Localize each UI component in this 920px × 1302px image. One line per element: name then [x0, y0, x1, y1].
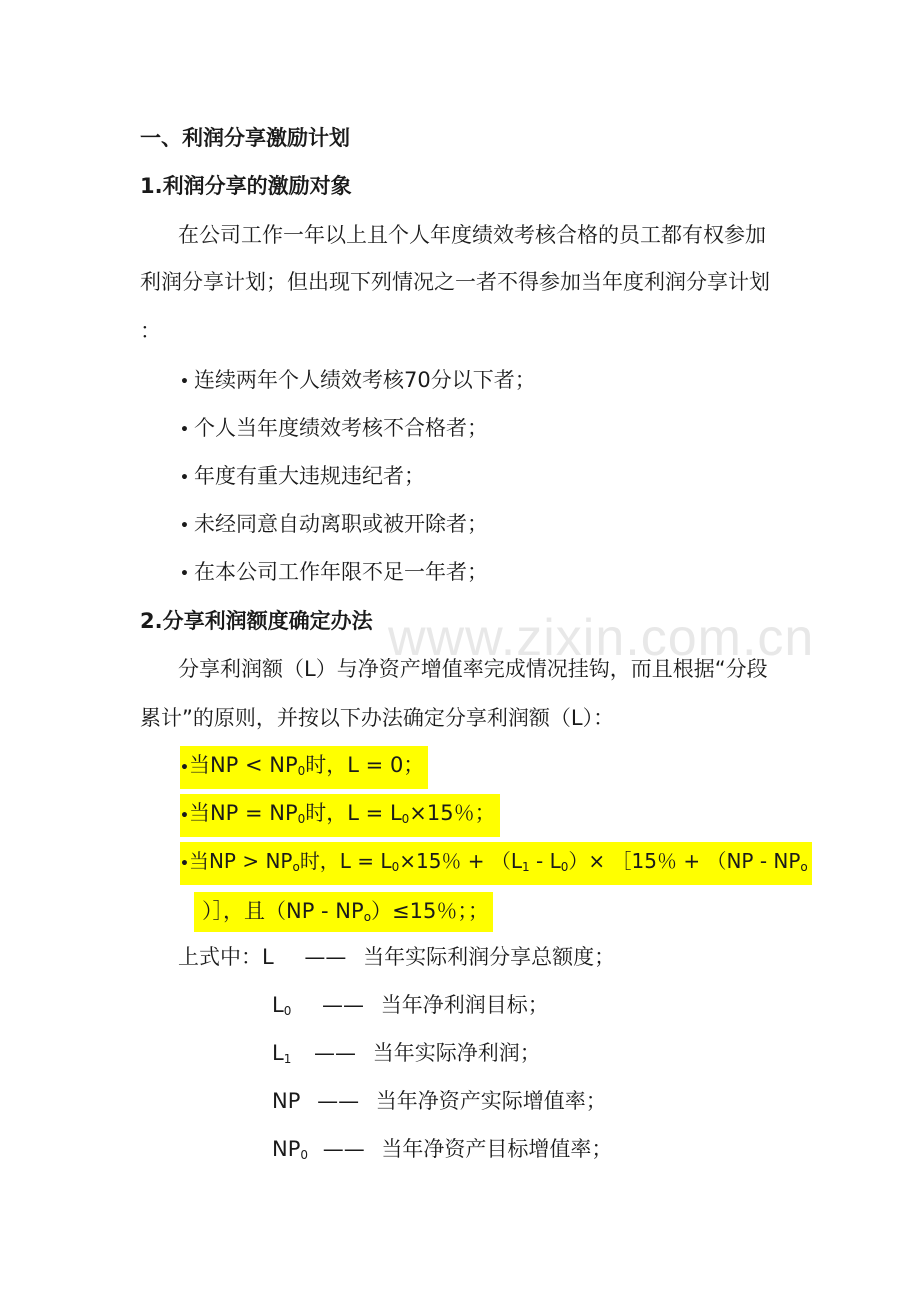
rule-3b-text-a: ）］，且（NP - NP: [202, 899, 364, 923]
definition-symbol: L: [272, 993, 284, 1017]
exclusion-item: 个人当年度绩效考核不合格者；: [194, 416, 488, 440]
rule-3-sub2: 0: [391, 860, 400, 874]
rule-1-text-b: 时，L = 0；: [305, 753, 425, 777]
definition-dash: ——: [317, 1089, 360, 1113]
subsection-2-title: 2.分享利润额度确定办法: [140, 609, 373, 633]
definition-desc: 当年实际净利润；: [372, 1041, 541, 1065]
rule-1: [180, 746, 428, 789]
paragraph-1-line-3: ：: [140, 319, 161, 343]
section-title: 一、利润分享激励计划: [140, 126, 350, 150]
definition-dash: ——: [314, 1041, 357, 1065]
rule-3-sub: o: [292, 860, 300, 874]
rule-3-text-d: - L: [529, 849, 561, 873]
rule-3-sub3: 1: [522, 860, 530, 874]
definition-intro: [178, 942, 615, 972]
definition-desc: 当年净利润目标；: [380, 993, 549, 1017]
definition-dash: ——: [322, 1137, 365, 1161]
rule-3-text-c: ×15％ + （L: [399, 849, 523, 873]
rule-3b-text-b: ）≤15％；；: [371, 899, 489, 923]
rule-2: [180, 794, 500, 837]
rule-1-text-a: 当NP < NP: [188, 753, 298, 777]
paragraph-1-line-2: 利润分享计划；但出现下列情况之一者不得参加当年度利润分享计划: [140, 270, 770, 294]
definition-item-np: [272, 1086, 607, 1116]
bullet-icon: •: [180, 518, 189, 534]
rule-2-sub: 0: [297, 812, 306, 826]
bullet-icon: •: [180, 566, 189, 582]
rule-2-text-a: 当NP = NP: [188, 801, 298, 825]
definition-desc: 当年净资产实际增值率；: [375, 1089, 607, 1113]
definition-item-l1: [272, 1038, 541, 1068]
rule-1-sub: 0: [297, 764, 306, 778]
exclusion-item: 年度有重大违规违纪者；: [194, 464, 425, 488]
definition-symbol-sub: 0: [300, 1148, 309, 1162]
subsection-1-title: 1.利润分享的激励对象: [140, 174, 352, 198]
rule-2-text-c: ×15％；: [409, 801, 496, 825]
rule-3-text-e: ）× ［15％ + （NP - NP: [568, 849, 801, 873]
definition-symbol: NP: [272, 1089, 301, 1113]
definition-intro-label: 上式中：L: [178, 945, 274, 969]
paragraph-1-line-1: 在公司工作一年以上且个人年度绩效考核合格的员工都有权参加: [178, 223, 766, 247]
exclusion-item: 在本公司工作年限不足一年者；: [194, 560, 488, 584]
rule-3-text-b: 时，L = L: [299, 849, 392, 873]
watermark: www.zixin.com.cn: [388, 609, 815, 667]
bullet-icon: •: [180, 856, 189, 872]
paragraph-2-line-2: 累计”的原则，并按以下办法确定分享利润额（L）：: [140, 706, 615, 730]
definition-dash: ——: [304, 945, 347, 969]
definition-symbol: L: [272, 1041, 284, 1065]
bullet-icon: •: [180, 760, 189, 776]
rule-2-sub2: 0: [401, 812, 410, 826]
exclusion-item: 未经同意自动离职或被开除者；: [194, 512, 488, 536]
definition-item-l0: [272, 990, 549, 1020]
definition-dash: ——: [322, 993, 365, 1017]
definition-desc: 当年实际利润分享总额度；: [363, 945, 616, 969]
rule-2-text-b: 时，L = L: [305, 801, 402, 825]
definition-symbol-sub: 1: [283, 1052, 292, 1066]
rule-3-sub4: 0: [560, 860, 569, 874]
exclusion-item: 连续两年个人绩效考核70分以下者；: [194, 368, 536, 392]
definition-item-np0: [272, 1134, 612, 1164]
definition-desc: 当年净资产目标增值率；: [381, 1137, 613, 1161]
bullet-icon: •: [180, 422, 189, 438]
rule-3-sub5: o: [800, 860, 808, 874]
bullet-icon: •: [180, 374, 189, 390]
rule-3b-sub: o: [363, 910, 372, 924]
rule-3-text-a: 当NP > NP: [188, 849, 293, 873]
bullet-icon: •: [180, 470, 189, 486]
rule-3: [180, 842, 812, 885]
paragraph-2-line-1: 分享利润额（L）与净资产增值率完成情况挂钩，而且根据“分段: [178, 657, 768, 681]
definition-symbol-sub: 0: [283, 1004, 292, 1018]
definition-symbol: NP: [272, 1137, 301, 1161]
bullet-icon: •: [180, 808, 189, 824]
rule-3-continuation: [194, 892, 493, 932]
